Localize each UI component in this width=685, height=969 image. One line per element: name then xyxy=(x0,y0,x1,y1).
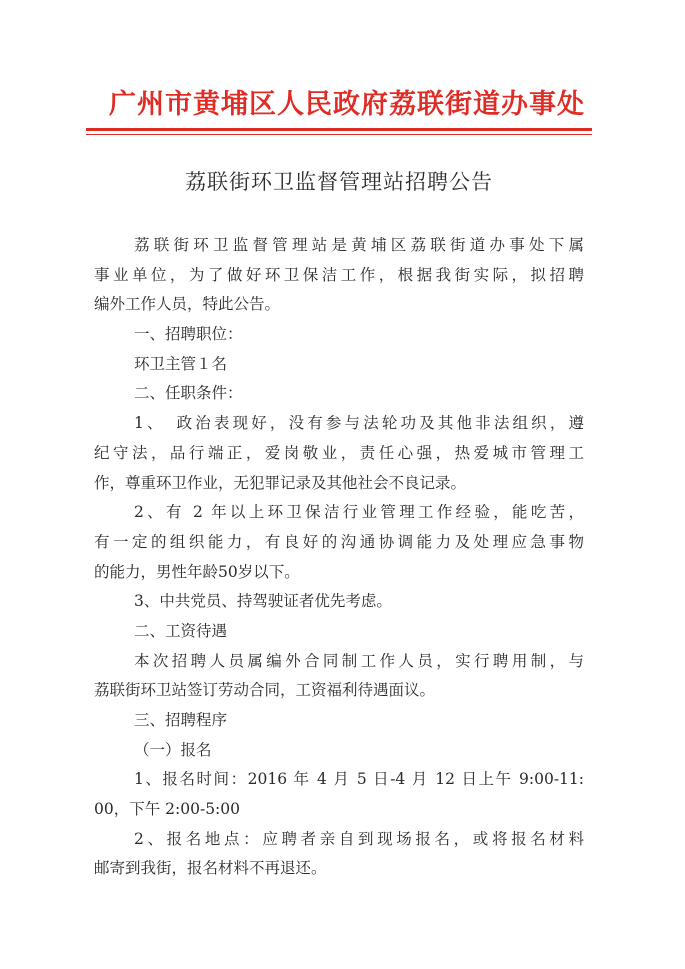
body-line: 2、报名地点：应聘者亲自到现场报名，或将报名材料 xyxy=(134,829,584,848)
header-rule-thick xyxy=(86,128,592,131)
body-line: 编外工作人员，特此公告。 xyxy=(94,295,281,314)
body-line: 3、中共党员、持驾驶证者优先考虑。 xyxy=(134,592,392,611)
body-line: 事业单位，为了做好环卫保洁工作，根据我街实际，拟招聘 xyxy=(94,265,584,284)
body-line: 2、有 2 年以上环卫保洁行业管理工作经验，能吃苦， xyxy=(134,503,584,522)
body-line: 环卫主管１名 xyxy=(134,354,228,373)
body-line: 荔联街环卫站签订劳动合同，工资福利待遇面议。 xyxy=(94,681,436,700)
body-line: （一）报名 xyxy=(134,740,212,759)
body-line: 作，尊重环卫作业，无犯罪记录及其他社会不良记录。 xyxy=(94,473,467,492)
body-line: 1、 政治表现好，没有参与法轮功及其他非法组织，遵 xyxy=(134,414,584,433)
body-line: 的能力，男性年龄50岁以下。 xyxy=(94,562,300,581)
document-title: 荔联街环卫监督管理站招聘公告 xyxy=(185,170,493,194)
body-line: 00，下午 2:00-5:00 xyxy=(94,800,241,819)
body-line: 1、报名时间：2016 年 4 月 5 日-4 月 12 日上午 9:00-11: xyxy=(134,770,584,789)
body-line: 二、任职条件： xyxy=(134,384,243,403)
body-line: 三、招聘程序 xyxy=(134,711,228,729)
body-line: 二、工资待遇 xyxy=(134,621,228,640)
body-line: 有一定的组织能力，有良好的沟通协调能力及处理应急事物 xyxy=(94,532,584,551)
organization-header: 广州市黄埔区人民政府荔联街道办事处 xyxy=(109,89,585,120)
document-body xyxy=(94,231,584,884)
header-rule-thin xyxy=(86,134,592,135)
body-line: 纪守法，品行端正，爱岗敬业，责任心强，热爱城市管理工 xyxy=(94,443,584,462)
body-line: 一、招聘职位： xyxy=(134,325,243,344)
body-line: 荔联街环卫监督管理站是黄埔区荔联街道办事处下属 xyxy=(134,236,584,254)
body-line: 本次招聘人员属编外合同制工作人员，实行聘用制，与 xyxy=(134,651,584,670)
body-line: 邮寄到我街，报名材料不再退还。 xyxy=(94,859,327,878)
